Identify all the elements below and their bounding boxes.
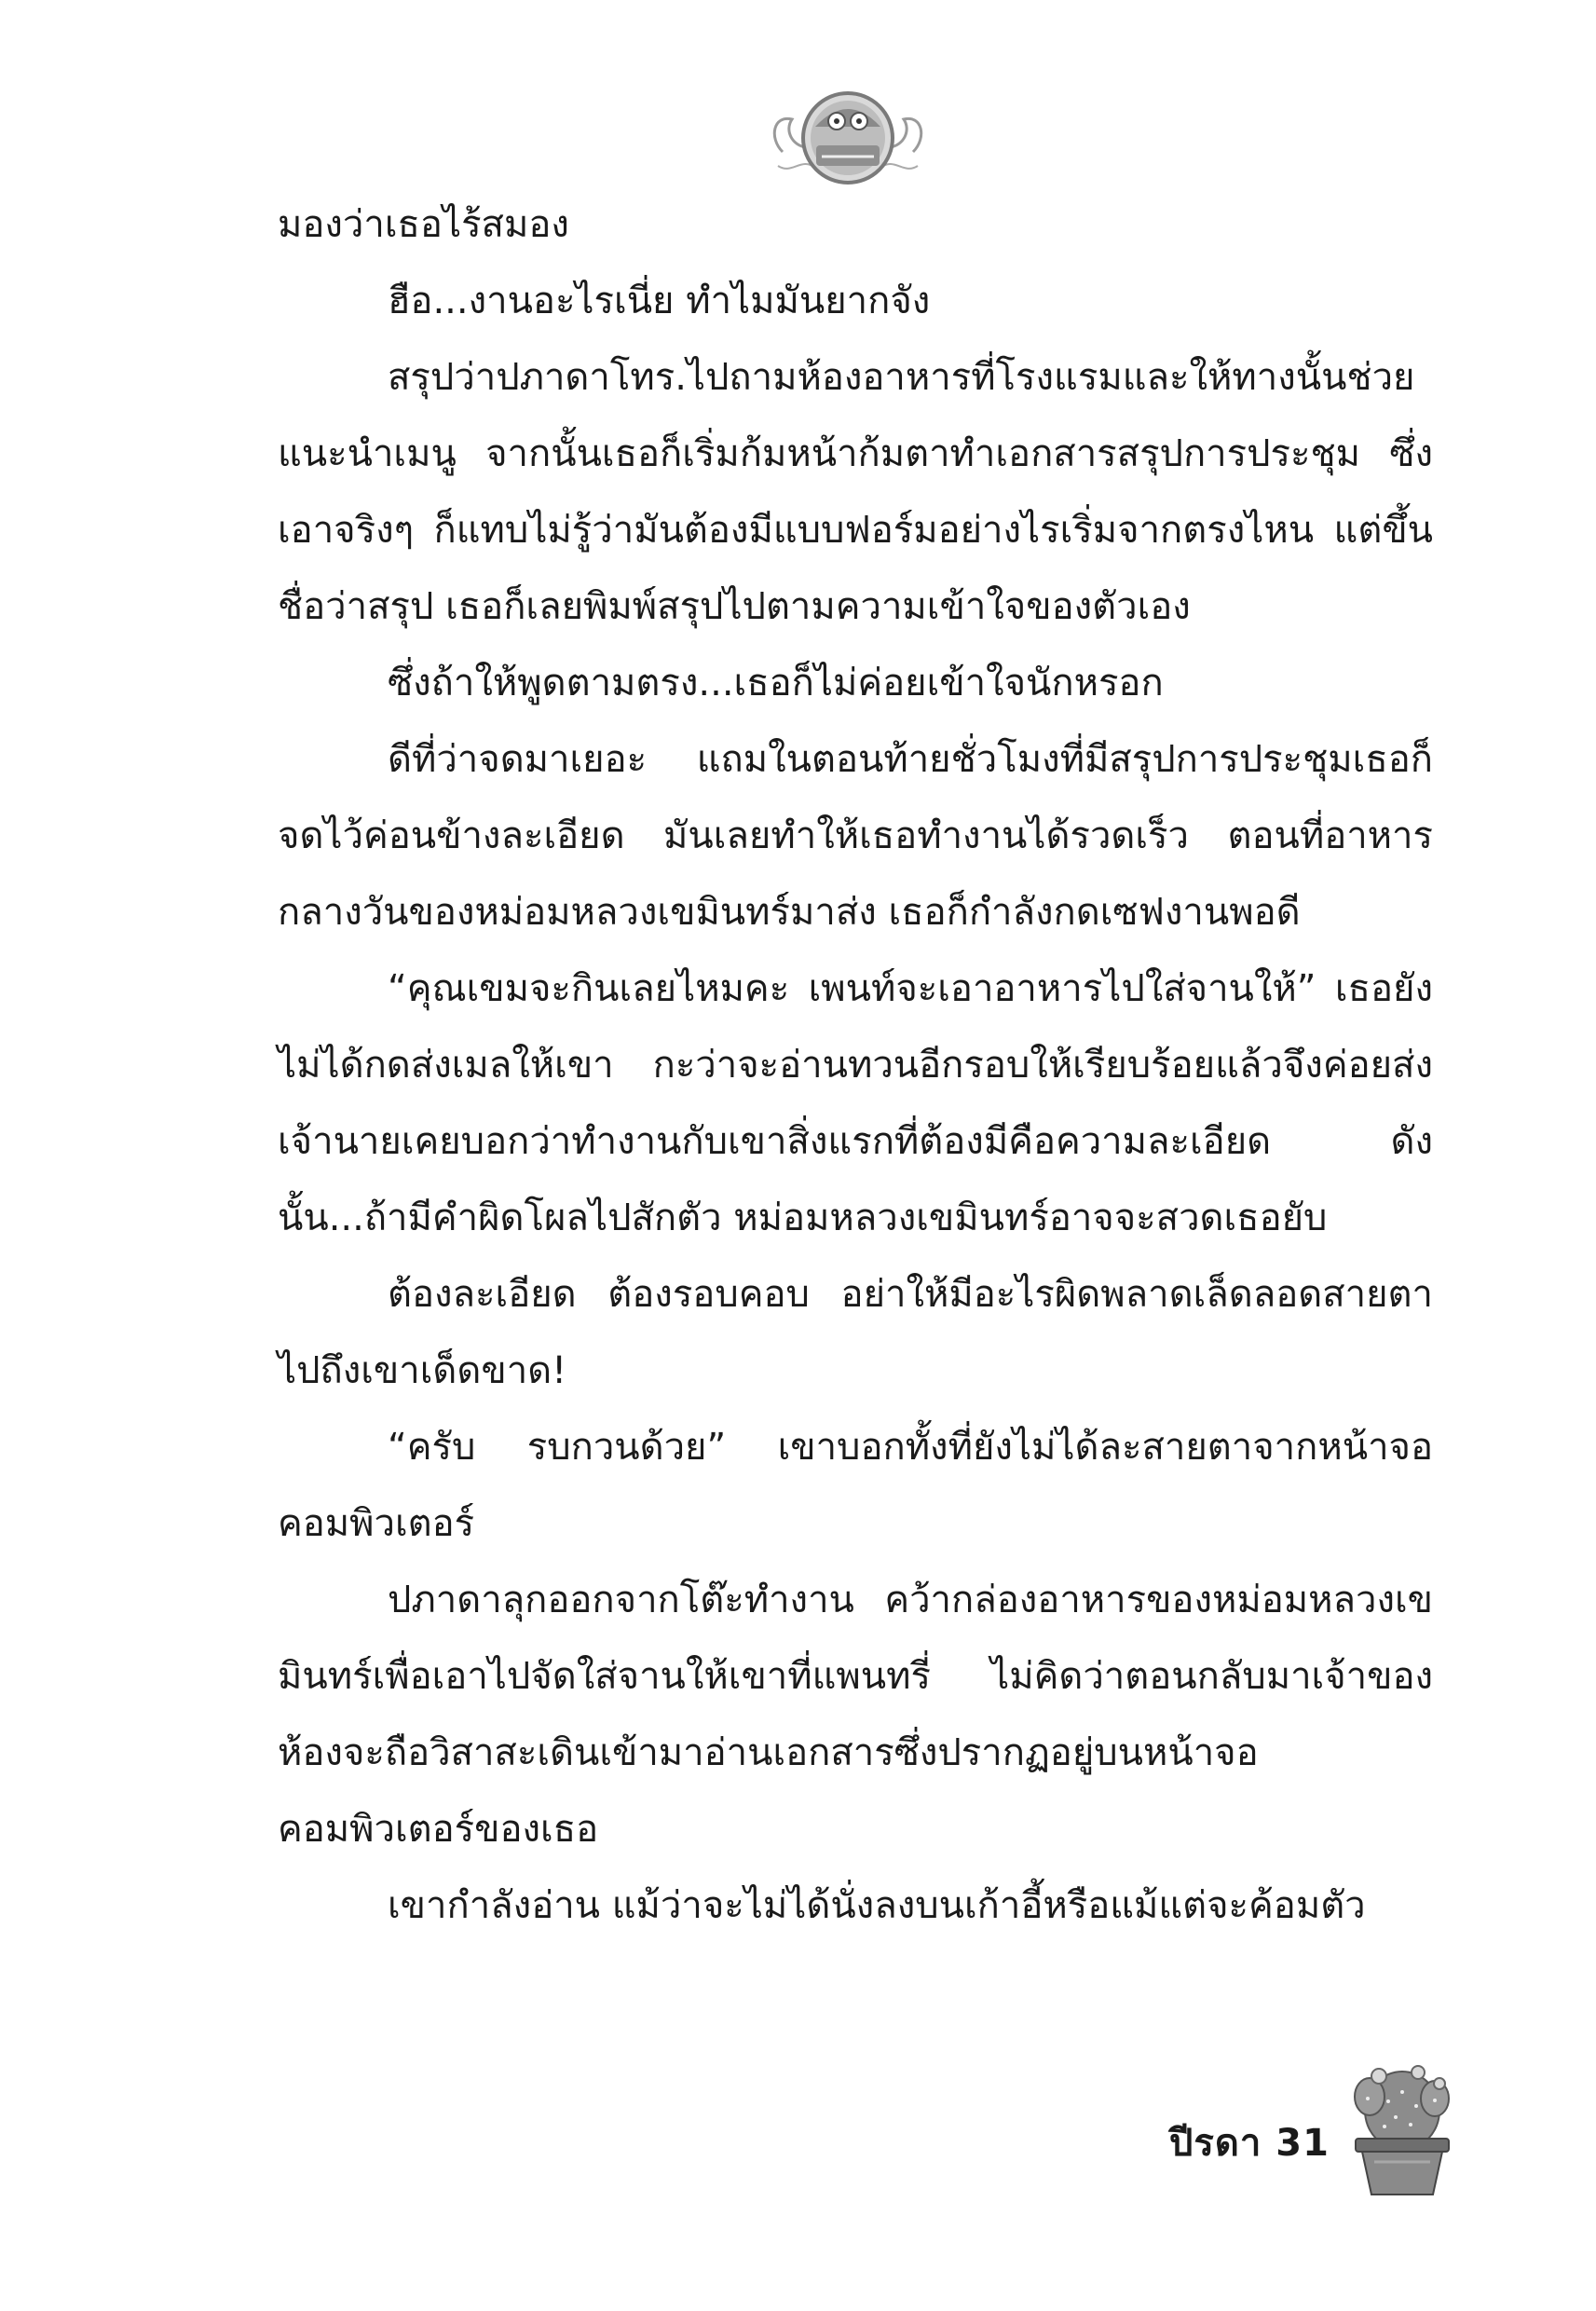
- paragraph-9: ปภาดาลุกออกจากโต๊ะทำงาน คว้ากล่องอาหารของหม่อมหลวงเขมินทร์เพื่อเอาไปจัดใส่จานให้เขาที่แพนทรี่ ไม่คิดว่าตอนกลับมาเจ้าของห้องจะถือวิสาสะเดินเข้ามาอ่านเอกสารซึ่งปรากฏอยู่บนหน้าจอคอมพิวเตอร์ของเธอ: [278, 1579, 1433, 1851]
- page-number: 31: [1275, 2122, 1330, 2165]
- paragraph-4: ซึ่งถ้าให้พูดตามตรง...เธอก็ไม่ค่อยเข้าใจนักหรอก: [388, 662, 1164, 704]
- ornamental-emblem-icon: [764, 63, 932, 203]
- paragraph-5: ดีที่ว่าจดมาเยอะ แถมในตอนท้ายชั่วโมงที่มีสรุปการประชุมเธอก็จดไว้ค่อนข้างละเอียด มันเลยทำให้เธอทำงานได้รวดเร็ว ตอนที่อาหารกลางวันของหม่อมหลวงเขมินทร์มาส่ง เธอก็กำลังกดเซฟงานพอดี: [278, 738, 1433, 934]
- paragraph-2: ฮือ...งานอะไรเนี่ย ทำไมมันยากจัง: [388, 280, 931, 322]
- paragraph-10: เขากำลังอ่าน แม้ว่าจะไม่ได้นั่งลงบนเก้าอี้หรือแม้แต่จะค้อมตัว: [388, 1884, 1366, 1927]
- book-title: ปีรดา: [1169, 2122, 1262, 2165]
- footer-running-title: [1169, 2115, 1330, 2171]
- paragraph-3: สรุปว่าปภาดาโทร.ไปถามห้องอาหารที่โรงแรมและให้ทางนั้นช่วยแนะนำเมนู จากนั้นเธอก็เริ่มก้มหน้าก้มตาทำเอกสารสรุปการประชุม ซึ่งเอาจริงๆ ก็แทบไม่รู้ว่ามันต้องมีแบบฟอร์มอย่างไรเริ่มจากตรงไหน แต่ขึ้นชื่อว่าสรุป เธอก็เลยพิมพ์สรุปไปตามความเข้าใจของตัวเอง: [278, 356, 1433, 628]
- paragraph-6: “คุณเขมจะกินเลยไหมคะ เพนท์จะเอาอาหารไปใส่จานให้” เธอยังไม่ได้กดส่งเมลให้เขา กะว่าจะอ่านทวนอีกรอบให้เรียบร้อยแล้วจึงค่อยส่ง เจ้านายเคยบอกว่าทำงานกับเขาสิ่งแรกที่ต้องมีคือความละเอียด ดังนั้น...ถ้ามีคำผิดโผลไปสักตัว หม่อมหลวงเขมินทร์อาจจะสวดเธอยับ: [278, 967, 1433, 1239]
- paragraph-7: ต้องละเอียด ต้องรอบคอบ อย่าให้มีอะไรผิดพลาดเล็ดลอดสายตาไปถึงเขาเด็ดขาด!: [278, 1273, 1433, 1392]
- paragraph-8: “ครับ รบกวนด้วย” เขาบอกทั้งที่ยังไม่ได้ละสายตาจากหน้าจอคอมพิวเตอร์: [278, 1426, 1433, 1545]
- cactus-pot-icon: [1342, 2059, 1463, 2199]
- body-text: [278, 186, 1433, 1944]
- paragraph-1: มองว่าเธอไร้สมอง: [278, 203, 569, 246]
